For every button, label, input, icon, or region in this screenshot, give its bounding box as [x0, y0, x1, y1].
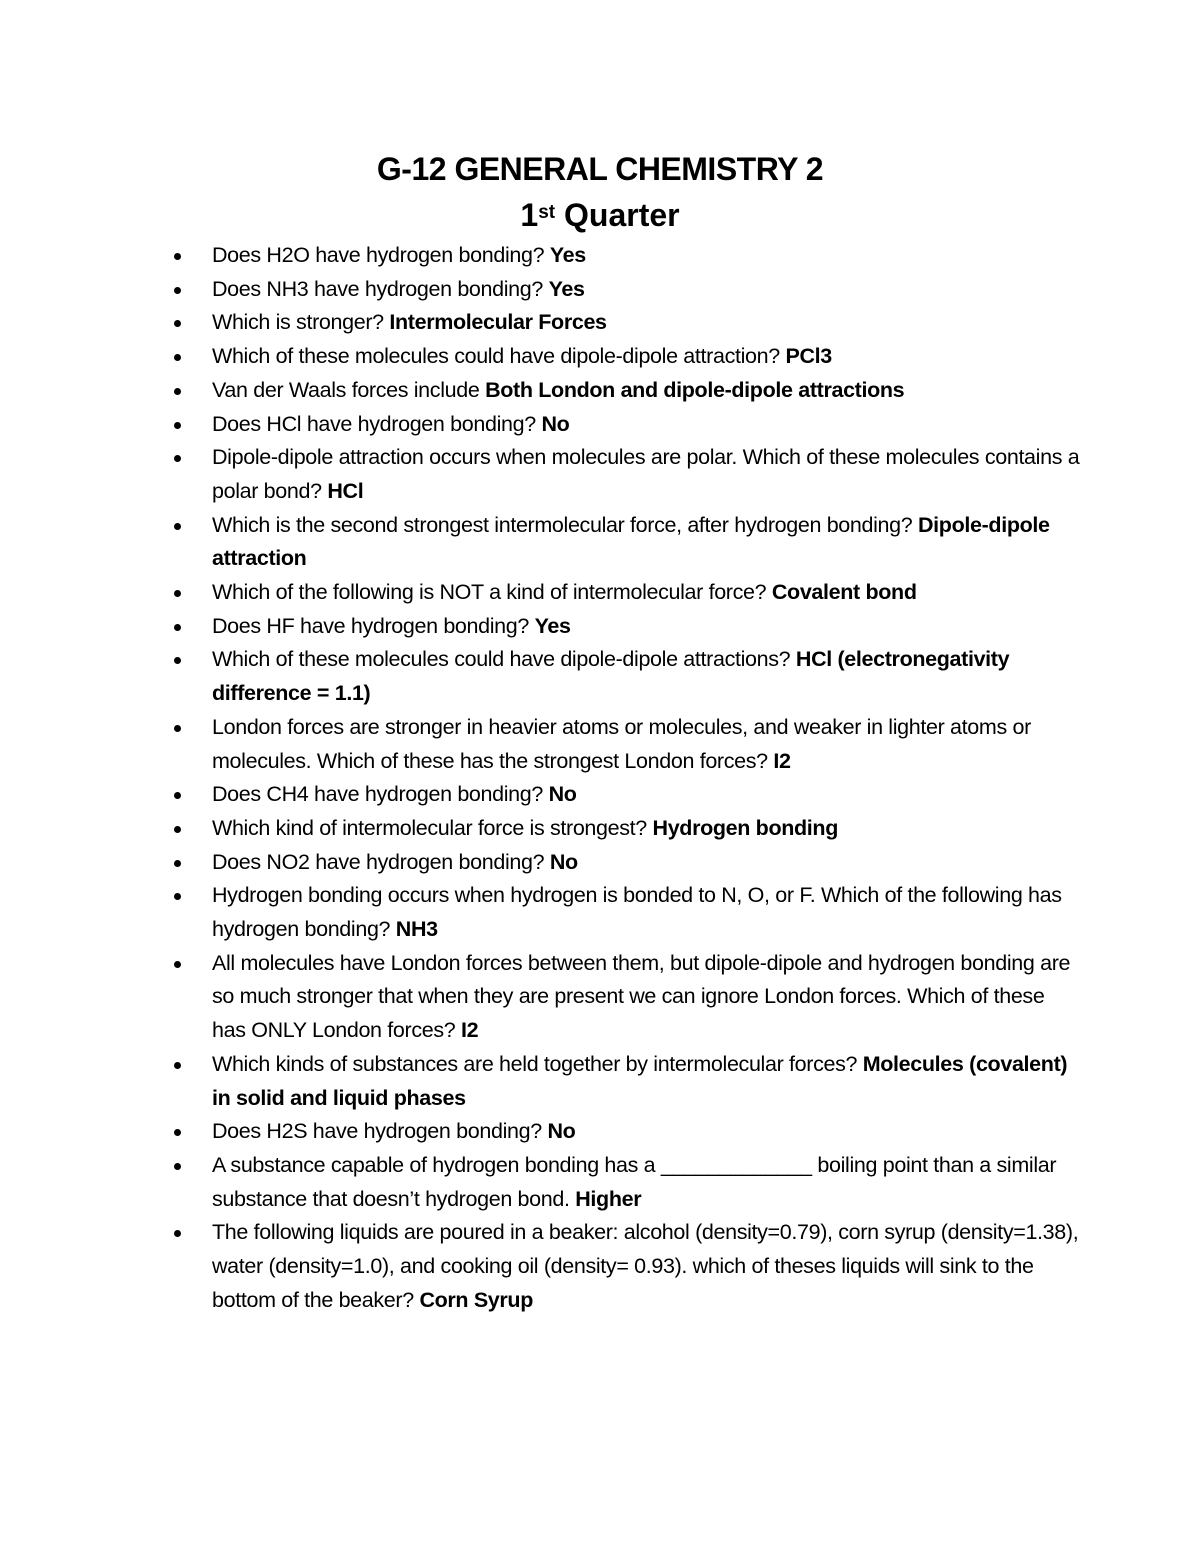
answer-text: Higher: [575, 1186, 642, 1211]
question-text: Does H2O have hydrogen bonding?: [212, 243, 550, 267]
question-item: [0, 306, 1200, 340]
bullet-icon: [174, 725, 181, 732]
question-text: Which is stronger?: [212, 310, 390, 335]
bullet-icon: [174, 893, 181, 900]
bullet-icon: [174, 961, 181, 968]
question-text: All molecules have London forces between them, but dipole-dipole and hydrogen bonding are so much stronger that when they are present we can ignore London forces. Which of these has ONLY London forces?: [212, 950, 1071, 1043]
answer-text: Molecules (covalent) in solid and liquid phases: [212, 1051, 1068, 1110]
answer-text: Covalent bond: [771, 580, 917, 605]
question-text: Which kind of intermolecular force is strongest?: [212, 815, 653, 840]
question-item: [0, 610, 1200, 644]
answer-text: No: [541, 411, 570, 436]
bullet-icon: [174, 1230, 181, 1237]
answer-text: Yes: [534, 613, 571, 638]
bullet-icon: [174, 253, 181, 260]
bullet-icon: [174, 354, 181, 361]
question-text: Does CH4 have hydrogen bonding?: [212, 782, 549, 807]
bullet-icon: [174, 1163, 181, 1170]
question-item: [0, 1048, 1200, 1115]
answer-text: Intermolecular Forces: [389, 310, 607, 335]
question-item: [0, 643, 1200, 710]
question-text: Does HCl have hydrogen bonding?: [212, 411, 542, 436]
answer-text: HCl: [327, 478, 364, 503]
answer-text: PCl3: [785, 344, 832, 369]
question-text: London forces are stronger in heavier atoms or molecules, and weaker in lighter atoms or molecules. Which of these has the strongest London forces?: [212, 714, 1031, 773]
quarter-word: Quarter: [555, 197, 680, 233]
question-item: [0, 879, 1200, 946]
answer-text: Dipole-dipole attraction: [212, 512, 1050, 571]
question-item: [0, 273, 1200, 307]
question-text: Which kinds of substances are held together by intermolecular forces?: [212, 1051, 863, 1076]
bullet-icon: [174, 1129, 181, 1136]
question-item: [0, 812, 1200, 846]
question-item: [0, 374, 1200, 408]
answer-text: Yes: [548, 276, 585, 301]
answer-text: HCl (electronegativity difference = 1.1): [212, 647, 1010, 706]
document-title: G-12 GENERAL CHEMISTRY 2: [376, 151, 824, 187]
question-item: [0, 846, 1200, 880]
bullet-icon: [174, 523, 181, 530]
question-item: [0, 778, 1200, 812]
question-item: [0, 711, 1200, 778]
question-item: [0, 947, 1200, 1048]
bullet-icon: [174, 792, 181, 799]
answer-text: NH3: [395, 917, 438, 942]
question-item: [0, 509, 1200, 576]
answer-text: Yes: [549, 243, 586, 267]
bullet-icon: [174, 1062, 181, 1069]
question-item: [0, 441, 1200, 508]
answer-text: No: [548, 782, 577, 807]
question-text: Van der Waals forces include: [212, 377, 486, 402]
bullet-icon: [174, 422, 181, 429]
question-item: [0, 408, 1200, 442]
question-item: [0, 1149, 1200, 1216]
question-item: [0, 340, 1200, 374]
quarter-number: 1: [520, 197, 539, 233]
quarter-ordinal-suffix: st: [538, 202, 556, 223]
bullet-icon: [174, 590, 181, 597]
answer-text: I2: [773, 748, 791, 773]
bullet-icon: [174, 826, 181, 833]
answer-text: No: [549, 849, 578, 874]
bullet-icon: [174, 657, 181, 664]
question-text: Which of these molecules could have dipole-dipole attraction?: [212, 344, 786, 369]
answer-text: No: [547, 1119, 576, 1144]
question-item: [0, 1115, 1200, 1149]
bullet-icon: [174, 388, 181, 395]
question-item: [0, 576, 1200, 610]
question-text: Which of the following is NOT a kind of intermolecular force?: [212, 580, 772, 605]
question-text: A substance capable of hydrogen bonding has a _____________ boiling point than a similar substance that doesn’t hydrogen bond.: [212, 1152, 1057, 1211]
question-text: Which of these molecules could have dipole-dipole attractions?: [212, 647, 796, 672]
bullet-icon: [174, 320, 181, 327]
answer-text: I2: [460, 1018, 479, 1043]
question-text: Which is the second strongest intermolecular force, after hydrogen bonding?: [212, 512, 918, 537]
question-text: Dipole-dipole attraction occurs when molecules are polar. Which of these molecules contains a polar bond?: [212, 445, 1080, 503]
question-text: Does HF have hydrogen bonding?: [212, 613, 535, 638]
question-item: [0, 239, 1200, 273]
answer-text: Hydrogen bonding: [652, 815, 839, 840]
question-text: Does NO2 have hydrogen bonding?: [212, 849, 550, 874]
quarter-heading: [0, 194, 1200, 236]
question-text: Hydrogen bonding occurs when hydrogen is bonded to N, O, or F. Which of the following has hydrogen bonding?: [212, 883, 1062, 942]
question-item: [0, 1216, 1200, 1317]
bullet-icon: [174, 287, 181, 294]
answer-text: Corn Syrup: [419, 1287, 534, 1312]
question-text: The following liquids are poured in a beaker: alcohol (density=0.79), corn syrup (density=1.38), water (density=1.0), and cooking oil (density= 0.93). which of theses liquids will sink to the bottom of the beaker?: [212, 1220, 1079, 1312]
question-list: [0, 239, 1200, 1318]
bullet-icon: [174, 624, 181, 631]
bullet-icon: [174, 860, 181, 867]
question-text: Does H2S have hydrogen bonding?: [212, 1119, 548, 1144]
question-text: Does NH3 have hydrogen bonding?: [212, 276, 549, 301]
answer-text: Both London and dipole-dipole attractions: [485, 377, 905, 402]
bullet-icon: [174, 455, 181, 462]
